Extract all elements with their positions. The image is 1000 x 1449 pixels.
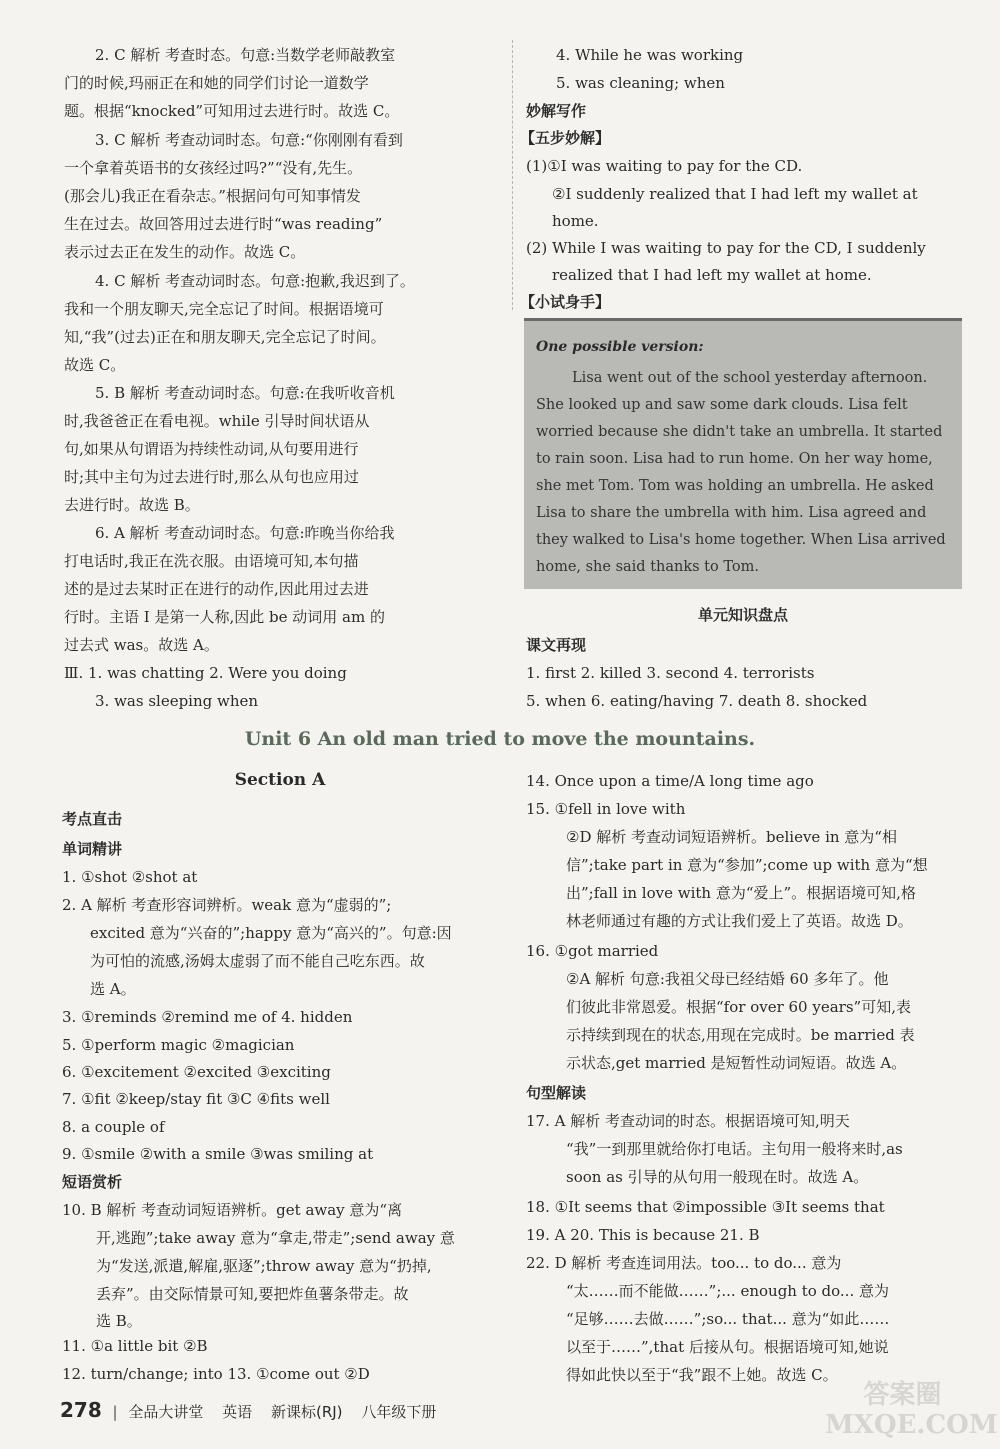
text-line: ②A 解析 句意:我祖父母已经结婚 60 多年了。他 bbox=[566, 970, 889, 988]
text-line: 句,如果从句谓语为持续性动词,从句要用进行 bbox=[64, 440, 359, 458]
text-line: 得如此快以至于“我”跟不上她。故选 C。 bbox=[566, 1366, 838, 1384]
column-divider bbox=[512, 40, 513, 310]
section-heading: 课文再现 bbox=[526, 636, 587, 654]
text-line: 故选 C。 bbox=[64, 356, 126, 374]
text-line: soon as 引导的从句用一般现在时。故选 A。 bbox=[566, 1168, 869, 1186]
text-line: 1. first 2. killed 3. second 4. terrorists bbox=[526, 664, 815, 682]
sample-essay-box bbox=[524, 318, 962, 589]
text-line: 出”;fall in love with 意为“爱上”。根据语境可知,格 bbox=[566, 884, 916, 902]
text-line: 示持续到现在的状态,用现在完成时。be married 表 bbox=[566, 1026, 915, 1044]
text-line: excited 意为“兴奋的”;happy 意为“高兴的”。句意:因 bbox=[90, 924, 452, 942]
text-line: ②D 解析 考查动词短语辨析。believe in 意为“相 bbox=[566, 828, 897, 846]
text-line: 4. C 解析 考查动词时态。句意:抱歉,我迟到了。 bbox=[95, 272, 415, 290]
section-heading: 短语赏析 bbox=[62, 1173, 123, 1191]
grade: 八年级下册 bbox=[361, 1403, 437, 1421]
text-line: 为“发送,派遣,解雇,驱逐”;throw away 意为“扔掉, bbox=[96, 1257, 432, 1275]
text-line: 22. D 解析 考查连词用法。too... to do... 意为 bbox=[526, 1254, 842, 1272]
text-line: 3. was sleeping when bbox=[95, 692, 259, 710]
text-line: 5. B 解析 考查动词时态。句意:在我听收音机 bbox=[95, 384, 395, 402]
text-line: realized that I had left my wallet at home. bbox=[552, 266, 872, 284]
text-line: 打电话时,我正在洗衣服。由语境可知,本句描 bbox=[64, 552, 359, 570]
text-line: 14. Once upon a time/A long time ago bbox=[526, 772, 814, 790]
summary-heading: 单元知识盘点 bbox=[697, 606, 788, 624]
text-line: 1. ①shot ②shot at bbox=[62, 868, 198, 886]
text-line: 示状态,get married 是短暂性动词短语。故选 A。 bbox=[566, 1054, 907, 1072]
text-line: 我和一个朋友聊天,完全忘记了时间。根据语境可 bbox=[64, 300, 384, 318]
edition: 新课标(RJ) bbox=[270, 1403, 343, 1421]
unit-title: Unit 6 An old man tried to move the mountains. bbox=[244, 728, 756, 750]
section-heading: 单词精讲 bbox=[62, 840, 123, 858]
text-line: “太……而不能做……”;... enough to do... 意为 bbox=[566, 1282, 889, 1300]
text-line: 19. A 20. This is because 21. B bbox=[526, 1226, 760, 1244]
subject: 英语 bbox=[222, 1403, 253, 1421]
text-line: 7. ①fit ②keep/stay fit ③C ④fits well bbox=[62, 1090, 330, 1108]
text-line: 12. turn/change; into 13. ①come out ②D bbox=[62, 1365, 370, 1383]
text-line: 16. ①got married bbox=[526, 942, 659, 960]
text-line: 以至于……”,that 后接从句。根据语境可知,她说 bbox=[566, 1338, 889, 1356]
section-heading: 【小试身手】 bbox=[520, 293, 611, 311]
section-heading: 考点直击 bbox=[62, 810, 123, 828]
text-line: 2. C 解析 考查时态。句意:当数学老师敲教室 bbox=[95, 46, 396, 64]
text-line: 5. was cleaning; when bbox=[556, 74, 725, 92]
text-line: (那会儿)我正在看杂志。”根据问句可知事情发 bbox=[64, 187, 361, 205]
watermark-logo: 答案圈 MXQE.COM bbox=[825, 1380, 998, 1440]
text-line: 一个拿着英语书的女孩经过吗?”“没有,先生。 bbox=[64, 159, 363, 177]
text-line: “我”一到那里就给你打电话。主句用一般将来时,as bbox=[566, 1140, 903, 1158]
text-line: 8. a couple of bbox=[62, 1118, 165, 1136]
section-heading: 句型解读 bbox=[526, 1084, 587, 1102]
text-line: 3. C 解析 考查动词时态。句意:“你刚刚有看到 bbox=[95, 131, 403, 149]
text-line: 们彼此非常恩爱。根据“for over 60 years”可知,表 bbox=[566, 998, 911, 1016]
text-line: 行时。主语 I 是第一人称,因此 be 动词用 am 的 bbox=[64, 608, 385, 626]
text-line: “足够……去做……”;so... that... 意为“如此…… bbox=[566, 1310, 890, 1328]
page-number: 278 bbox=[60, 1398, 102, 1422]
text-line: 时,我爸爸正在看电视。while 引导时间状语从 bbox=[64, 412, 370, 430]
text-line: 知,“我”(过去)正在和朋友聊天,完全忘记了时间。 bbox=[64, 328, 386, 346]
text-line: 2. A 解析 考查形容词辨析。weak 意为“虚弱的”; bbox=[62, 896, 392, 914]
text-line: 门的时候,玛丽正在和她的同学们讨论一道数学 bbox=[64, 74, 369, 92]
text-line: 丢弃”。由交际情景可知,要把炸鱼薯条带走。故 bbox=[96, 1285, 409, 1303]
text-line: 5. ①perform magic ②magician bbox=[62, 1036, 295, 1054]
text-line: 4. While he was working bbox=[556, 46, 744, 64]
text-line: 信”;take part in 意为“参加”;come up with 意为“想 bbox=[566, 856, 928, 874]
text-line: 6. ①excitement ②excited ③exciting bbox=[62, 1063, 331, 1081]
text-line: 17. A 解析 考查动词的时态。根据语境可知,明天 bbox=[526, 1112, 850, 1130]
section-heading: 【五步妙解】 bbox=[520, 129, 611, 147]
text-line: (1)①I was waiting to pay for the CD. bbox=[526, 157, 803, 175]
text-line: 3. ①reminds ②remind me of 4. hidden bbox=[62, 1008, 353, 1026]
text-line: 9. ①smile ②with a smile ③was smiling at bbox=[62, 1145, 374, 1163]
text-line: 林老师通过有趣的方式让我们爱上了英语。故选 D。 bbox=[566, 912, 913, 930]
text-line: 述的是过去某时正在进行的动作,因此用过去进 bbox=[64, 580, 369, 598]
text-line: 选 A。 bbox=[90, 980, 136, 998]
text-line: 选 B。 bbox=[96, 1312, 142, 1330]
text-line: 时;其中主句为过去进行时,那么从句也应用过 bbox=[64, 468, 359, 486]
text-line: 开,逃跑”;take away 意为“拿走,带走”;send away 意 bbox=[96, 1229, 455, 1247]
text-line: 表示过去正在发生的动作。故选 C。 bbox=[64, 243, 306, 261]
text-line: 11. ①a little bit ②B bbox=[62, 1337, 208, 1355]
text-line: 5. when 6. eating/having 7. death 8. shocked bbox=[526, 692, 868, 710]
text-line: (2) While I was waiting to pay for the CD, I suddenly bbox=[526, 239, 926, 257]
sample-paragraph: Lisa went out of the school yesterday afternoon. She looked up and saw some dark clouds. Lisa felt worried because she didn't take an umbrella. It started to rain soon. Lisa had to run home. On her way home, she met Tom. Tom was holding an umbrella. He asked Lisa to share the umbrella with him. Lisa agreed and they walked to Lisa's home together. When Lisa arrived home, she said thanks to Tom. bbox=[536, 370, 946, 575]
text-line: ②I suddenly realized that I had left my wallet at bbox=[552, 185, 918, 203]
section-title: Section A bbox=[234, 770, 326, 790]
section-heading: 妙解写作 bbox=[526, 102, 587, 120]
text-line: Ⅲ. 1. was chatting 2. Were you doing bbox=[64, 664, 347, 682]
text-line: 题。根据“knocked”可知用过去进行时。故选 C。 bbox=[64, 102, 400, 120]
book-title: 全品大讲堂 bbox=[128, 1403, 204, 1421]
text-line: 18. ①It seems that ②impossible ③It seems that bbox=[526, 1198, 885, 1216]
sample-label: One possible version: bbox=[536, 339, 704, 355]
text-line: 过去式 was。故选 A。 bbox=[64, 636, 219, 654]
text-line: 生在过去。故回答用过去进行时“was reading” bbox=[64, 215, 383, 233]
text-line: 6. A 解析 考查动词时态。句意:昨晚当你给我 bbox=[95, 524, 395, 542]
text-line: 去进行时。故选 B。 bbox=[64, 496, 200, 514]
text-line: 为可怕的流感,汤姆太虚弱了而不能自己吃东西。故 bbox=[90, 952, 425, 970]
text-line: 10. B 解析 考查动词短语辨析。get away 意为“离 bbox=[62, 1201, 403, 1219]
page-footer: 278 | 全品大讲堂 英语 新课标(RJ) 八年级下册 bbox=[60, 1398, 437, 1422]
text-line: home. bbox=[552, 212, 599, 230]
text-line: 15. ①fell in love with bbox=[526, 800, 686, 818]
